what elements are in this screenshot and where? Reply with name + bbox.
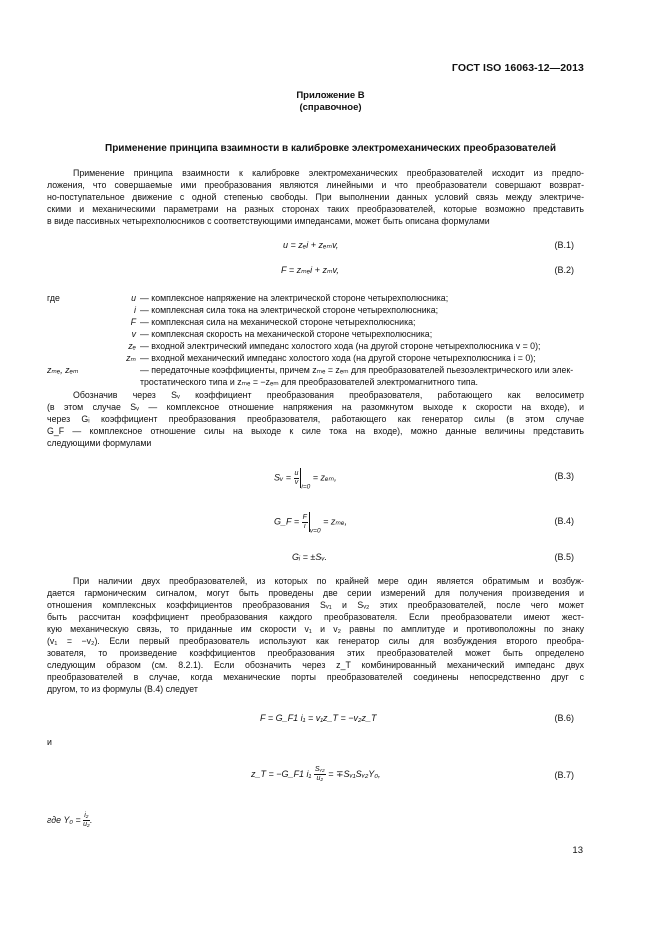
equation-b4 xyxy=(0,507,661,537)
fraction-numerator: F xyxy=(302,513,307,521)
equation-number: (В.3) xyxy=(554,471,574,481)
equation-b2 xyxy=(0,265,661,279)
section-title: Применение принципа взаимности в калибровке электромеханических преобразователей xyxy=(105,143,556,154)
equation-number: (В.6) xyxy=(554,713,574,723)
where-symbol: F xyxy=(130,317,136,327)
equation-formula: u = zₑi + zₑₘv, xyxy=(283,240,339,250)
fraction-denominator: i xyxy=(303,522,306,530)
equation-b7 xyxy=(0,760,661,790)
where-symbol: i xyxy=(134,305,136,315)
fraction-numerator: u xyxy=(294,469,299,477)
where-text: тростатического типа и zₘₑ = −zₑₘ для преобразователей электромагнитного типа. xyxy=(140,377,478,387)
text-line: дается гармоническим сигналом, могут быть проведены две серии измерений для получения произведения и xyxy=(47,588,584,598)
where-row xyxy=(47,328,587,340)
fraction-denominator: v xyxy=(294,478,299,486)
text-line: G_F — комплексное отношение силы на выходе к силе тока на входе), можно данные величины представить xyxy=(47,426,584,436)
footer-where xyxy=(47,812,92,829)
text-line: преобразователей в случае, когда механические порты преобразователей соединены непосредственно друг с xyxy=(47,672,584,682)
where-label: где xyxy=(47,293,60,303)
text-line: зователя, то произведение коэффициентов преобразования этих преобразователей может быть определено xyxy=(47,648,584,658)
evaluation-condition: i=0 xyxy=(301,483,311,491)
where-row xyxy=(47,352,587,364)
where-symbol: v xyxy=(131,329,136,339)
equation-lhs: z_T = −G_F1 i₁ xyxy=(251,768,312,779)
equation-lhs: G_F = xyxy=(274,516,300,527)
fraction xyxy=(294,470,300,487)
where-row xyxy=(47,304,587,316)
text-line: кую механическую связь, то приданные им скорости v₁ и v₂ равны по амплитуде и противоположны по знаку xyxy=(47,624,584,634)
where-row xyxy=(47,292,587,304)
text-line: ложения, что совершаемые ими преобразования являются линейными и что преобразователи совершают возврат- xyxy=(47,180,584,190)
appendix-title: Приложение В xyxy=(296,90,365,101)
fraction xyxy=(302,514,308,531)
equation-number: (В.1) xyxy=(554,240,574,250)
fraction-numerator: Sᵥ₂ xyxy=(314,766,325,773)
fraction-denominator: u₂ xyxy=(316,775,324,782)
where-text: — передаточные коэффициенты, причем zₘₑ = zₑₘ для преобразователей пьезоэлектрического или элек- xyxy=(140,365,574,375)
equation-formula: Gᵢ = ±Sᵥ. xyxy=(292,552,328,562)
equation-rhs: = ∓Sᵥ₁Sᵥ₂Y₀, xyxy=(328,768,381,779)
equation-number: (В.4) xyxy=(554,516,574,526)
where-symbol: zₑ xyxy=(128,341,136,351)
equation-rhs: = zₑₘ, xyxy=(312,472,337,483)
where-list xyxy=(47,292,587,388)
fraction xyxy=(314,766,326,783)
text-line: через Gᵢ коэффициент преобразования преобразователя, работающего как генератор силы (в этом случае xyxy=(47,414,584,424)
where-row xyxy=(47,316,587,328)
text-line: Применение принципа взаимности к калибровке электромеханических преобразователей исходит из предпо- xyxy=(73,168,584,178)
equation-formula xyxy=(274,468,337,490)
equation-number: (В.2) xyxy=(554,265,574,275)
text-line: следующим образом (см. 8.2.1). Если обозначить через z_T комбинированный механический импеданс двух xyxy=(47,660,584,670)
page-number: 13 xyxy=(572,845,583,856)
equation-rhs: = zₘₑ, xyxy=(323,516,347,527)
text-line: другом, то из формулы (В.4) следует xyxy=(47,684,198,694)
text-line: быть рассчитан коэффициент преобразования каждого преобразователя. Если преобразователи имеют жест- xyxy=(47,612,584,622)
equation-formula: F = G_F1 i₁ = v₁z_T = −v₂z_T xyxy=(260,713,377,723)
equation-b3 xyxy=(0,463,661,493)
text-line: (v₁ = −v₂). Если первый преобразователь используют как генератор силы для возбуждения второго преобра- xyxy=(47,636,584,646)
text-line: в виде пассивных четырехполюсников с соответствующими импедансами, может быть описана формулами xyxy=(47,216,490,226)
paragraph-intro xyxy=(47,167,584,227)
fraction-numerator: i₂ xyxy=(84,812,89,819)
text-line: скими и механическими параметрами на разных сторонах таких преобразователей, которые возможно представить xyxy=(47,204,584,214)
equation-number: (В.5) xyxy=(554,552,574,562)
where-symbol: u xyxy=(131,293,136,303)
appendix-heading xyxy=(0,90,661,114)
and-label: и xyxy=(47,737,52,747)
text-line: (в этом случае Sᵥ — комплексное отношение напряжения на разомкнутом выходе к скорости на входе), и xyxy=(47,402,584,412)
equation-b1 xyxy=(0,240,661,254)
equation-formula xyxy=(251,766,381,783)
footer-where-tail: . xyxy=(89,814,93,825)
evaluation-condition: v=0 xyxy=(309,527,321,535)
text-line: следующими формулами xyxy=(47,438,152,448)
equation-formula xyxy=(274,512,347,534)
where-text: — комплексная сила на механической стороне четырехполюсника; xyxy=(140,317,416,327)
where-text: — комплексная сила тока на электрической стороне четырехполюсника; xyxy=(140,305,439,315)
paragraph-sensitivity xyxy=(47,389,584,449)
where-symbol: zₘₑ, zₑₘ xyxy=(47,365,79,375)
equation-lhs: Sᵥ = xyxy=(274,472,291,483)
where-row xyxy=(47,340,587,352)
text-line: но-поступательное движение с одной степенью свободы. При выполнении данных условий связь между электриче- xyxy=(47,192,584,202)
where-row xyxy=(47,364,587,376)
equation-formula: F = zₘₑi + zₘv, xyxy=(281,265,339,275)
paragraph-two-transducers xyxy=(47,575,584,695)
equation-b6 xyxy=(0,713,661,727)
text-line: При наличии двух преобразователей, из которых по крайней мере один является обратимым и возбуж- xyxy=(73,576,584,586)
where-text: — входной электрический импеданс холостого хода (на другой стороне четырехполюсника v = 0); xyxy=(140,341,541,351)
where-row xyxy=(47,376,587,388)
footer-where-lhs: где Y₀ = xyxy=(47,814,81,825)
where-symbol: zₘ xyxy=(126,353,136,363)
where-text: — комплексное напряжение на электрической стороне четырехполюсника; xyxy=(140,293,449,303)
equation-number: (В.7) xyxy=(554,770,574,780)
equation-b5 xyxy=(0,552,661,566)
where-text: — входной механический импеданс холостого хода (на другой стороне четырехполюсника i = 0); xyxy=(140,353,536,363)
text-line: отношения комплексных коэффициентов преобразования Sᵥ₁ и Sᵥ₂ этих преобразователей, после чего может xyxy=(47,600,584,610)
appendix-subtitle: (справочное) xyxy=(299,102,362,113)
text-line: Обозначив через Sᵥ коэффициент преобразования преобразователя, работающего как велосиметр xyxy=(73,390,584,400)
where-text: — комплексная скорость на механической стороне четырехполюсника; xyxy=(140,329,433,339)
fraction-denominator: u₂ xyxy=(83,821,90,828)
standard-header: ГОСТ ISO 16063-12—2013 xyxy=(451,62,584,74)
